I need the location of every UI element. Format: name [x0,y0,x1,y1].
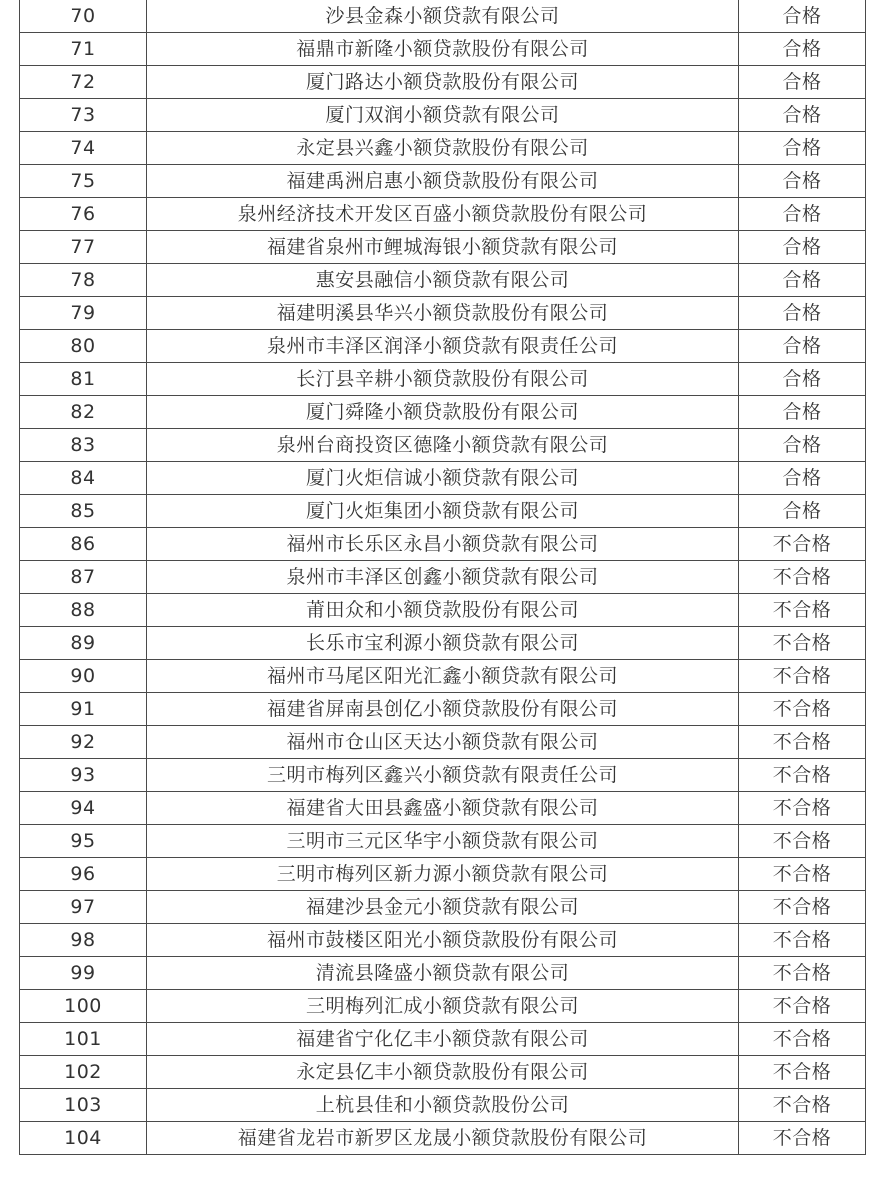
company-name-cell: 福州市鼓楼区阳光小额贷款股份有限公司 [147,924,739,957]
row-number-cell: 78 [20,264,147,297]
company-name-cell: 莆田众和小额贷款股份有限公司 [147,594,739,627]
result-cell: 不合格 [739,726,866,759]
result-cell: 合格 [739,0,866,33]
table-row [20,1122,866,1155]
company-name-cell: 泉州台商投资区德隆小额贷款有限公司 [147,429,739,462]
result-cell: 合格 [739,297,866,330]
result-cell: 不合格 [739,792,866,825]
company-name-cell: 福建沙县金元小额贷款有限公司 [147,891,739,924]
row-number-cell: 103 [20,1089,147,1122]
table-row [20,825,866,858]
company-name-cell: 三明市梅列区鑫兴小额贷款有限责任公司 [147,759,739,792]
row-number-cell: 80 [20,330,147,363]
row-number-cell: 72 [20,66,147,99]
table-row [20,528,866,561]
row-number-cell: 86 [20,528,147,561]
table-row [20,495,866,528]
company-name-cell: 厦门火炬集团小额贷款有限公司 [147,495,739,528]
company-name-cell: 福建省泉州市鲤城海银小额贷款有限公司 [147,231,739,264]
result-cell: 合格 [739,99,866,132]
company-name-cell: 永定县亿丰小额贷款股份有限公司 [147,1056,739,1089]
row-number-cell: 93 [20,759,147,792]
table-body [20,0,866,1155]
row-number-cell: 71 [20,33,147,66]
table-row [20,1056,866,1089]
result-cell: 不合格 [739,693,866,726]
table-row [20,132,866,165]
row-number-cell: 90 [20,660,147,693]
company-name-cell: 长汀县辛耕小额贷款股份有限公司 [147,363,739,396]
company-name-cell: 永定县兴鑫小额贷款股份有限公司 [147,132,739,165]
table-row [20,693,866,726]
result-cell: 合格 [739,462,866,495]
company-name-cell: 福建省大田县鑫盛小额贷款有限公司 [147,792,739,825]
company-name-cell: 惠安县融信小额贷款有限公司 [147,264,739,297]
result-cell: 合格 [739,396,866,429]
result-cell: 不合格 [739,825,866,858]
result-cell: 不合格 [739,759,866,792]
company-name-cell: 福建禹洲启惠小额贷款股份有限公司 [147,165,739,198]
row-number-cell: 99 [20,957,147,990]
result-cell: 合格 [739,264,866,297]
row-number-cell: 94 [20,792,147,825]
table-row [20,792,866,825]
table-row [20,990,866,1023]
row-number-cell: 87 [20,561,147,594]
row-number-cell: 76 [20,198,147,231]
table-row [20,165,866,198]
table-row [20,33,866,66]
company-name-cell: 泉州市丰泽区润泽小额贷款有限责任公司 [147,330,739,363]
row-number-cell: 85 [20,495,147,528]
company-name-cell: 厦门路达小额贷款股份有限公司 [147,66,739,99]
row-number-cell: 95 [20,825,147,858]
company-name-cell: 三明市梅列区新力源小额贷款有限公司 [147,858,739,891]
result-cell: 不合格 [739,957,866,990]
table-row [20,594,866,627]
result-cell: 合格 [739,429,866,462]
table-row [20,957,866,990]
table-row [20,330,866,363]
company-name-cell: 上杭县佳和小额贷款股份公司 [147,1089,739,1122]
table-row [20,363,866,396]
result-cell: 不合格 [739,1056,866,1089]
table-row [20,0,866,33]
company-name-cell: 长乐市宝利源小额贷款有限公司 [147,627,739,660]
row-number-cell: 98 [20,924,147,957]
row-number-cell: 82 [20,396,147,429]
table-row [20,759,866,792]
table-row [20,198,866,231]
table-row [20,660,866,693]
company-name-cell: 福建明溪县华兴小额贷款股份有限公司 [147,297,739,330]
row-number-cell: 88 [20,594,147,627]
table-row [20,297,866,330]
result-cell: 合格 [739,33,866,66]
row-number-cell: 79 [20,297,147,330]
row-number-cell: 100 [20,990,147,1023]
table-row [20,429,866,462]
table-row [20,396,866,429]
result-cell: 合格 [739,132,866,165]
table-row [20,1023,866,1056]
table-row [20,627,866,660]
company-name-cell: 沙县金森小额贷款有限公司 [147,0,739,33]
table-row [20,726,866,759]
company-name-cell: 清流县隆盛小额贷款有限公司 [147,957,739,990]
result-cell: 合格 [739,231,866,264]
result-cell: 合格 [739,165,866,198]
result-cell: 不合格 [739,990,866,1023]
table-row [20,66,866,99]
row-number-cell: 77 [20,231,147,264]
row-number-cell: 102 [20,1056,147,1089]
result-cell: 不合格 [739,1122,866,1155]
row-number-cell: 73 [20,99,147,132]
row-number-cell: 96 [20,858,147,891]
row-number-cell: 92 [20,726,147,759]
row-number-cell: 91 [20,693,147,726]
company-name-cell: 厦门双润小额贷款有限公司 [147,99,739,132]
result-cell: 合格 [739,495,866,528]
company-name-cell: 厦门火炬信诚小额贷款有限公司 [147,462,739,495]
result-cell: 合格 [739,66,866,99]
table-row [20,891,866,924]
company-name-cell: 三明梅列汇成小额贷款有限公司 [147,990,739,1023]
row-number-cell: 101 [20,1023,147,1056]
company-name-cell: 福州市长乐区永昌小额贷款有限公司 [147,528,739,561]
company-name-cell: 厦门舜隆小额贷款股份有限公司 [147,396,739,429]
row-number-cell: 75 [20,165,147,198]
result-cell: 不合格 [739,858,866,891]
row-number-cell: 70 [20,0,147,33]
row-number-cell: 83 [20,429,147,462]
result-cell: 不合格 [739,1089,866,1122]
company-name-cell: 泉州经济技术开发区百盛小额贷款股份有限公司 [147,198,739,231]
result-cell: 合格 [739,363,866,396]
result-cell: 不合格 [739,924,866,957]
table-row [20,561,866,594]
table-row [20,1089,866,1122]
company-name-cell: 福州市仓山区天达小额贷款有限公司 [147,726,739,759]
table-row [20,924,866,957]
row-number-cell: 81 [20,363,147,396]
company-name-cell: 福建省龙岩市新罗区龙晟小额贷款股份有限公司 [147,1122,739,1155]
result-cell: 不合格 [739,594,866,627]
table-row [20,264,866,297]
company-name-cell: 泉州市丰泽区创鑫小额贷款有限公司 [147,561,739,594]
table-row [20,858,866,891]
company-name-cell: 福建省屏南县创亿小额贷款股份有限公司 [147,693,739,726]
row-number-cell: 74 [20,132,147,165]
result-cell: 不合格 [739,561,866,594]
table-row [20,231,866,264]
table-row [20,99,866,132]
row-number-cell: 89 [20,627,147,660]
company-name-cell: 三明市三元区华宇小额贷款有限公司 [147,825,739,858]
table-row [20,462,866,495]
result-cell: 不合格 [739,660,866,693]
row-number-cell: 104 [20,1122,147,1155]
inspection-result-table [19,0,866,1155]
result-cell: 不合格 [739,627,866,660]
result-cell: 不合格 [739,891,866,924]
company-name-cell: 福州市马尾区阳光汇鑫小额贷款有限公司 [147,660,739,693]
company-name-cell: 福建省宁化亿丰小额贷款有限公司 [147,1023,739,1056]
row-number-cell: 84 [20,462,147,495]
result-cell: 合格 [739,198,866,231]
company-name-cell: 福鼎市新隆小额贷款股份有限公司 [147,33,739,66]
result-cell: 不合格 [739,1023,866,1056]
row-number-cell: 97 [20,891,147,924]
result-cell: 不合格 [739,528,866,561]
result-cell: 合格 [739,330,866,363]
